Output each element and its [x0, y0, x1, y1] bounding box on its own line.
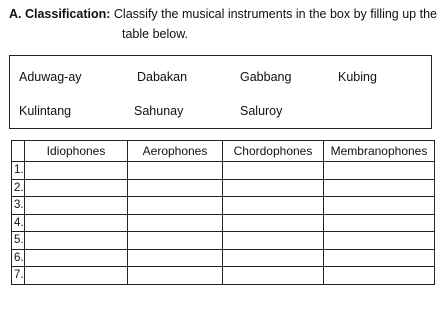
- answer-cell-chordophones[interactable]: [223, 162, 324, 180]
- classification-table: [11, 140, 435, 285]
- word-sahunay: Sahunay: [134, 104, 184, 118]
- header-aerophones: Aerophones: [128, 141, 223, 162]
- answer-cell-aerophones[interactable]: [128, 179, 223, 197]
- answer-cell-chordophones[interactable]: [223, 197, 324, 215]
- table-row: [12, 214, 435, 232]
- table-row: [12, 267, 435, 285]
- row-number: 2.: [12, 179, 25, 197]
- word-saluroy: Saluroy: [240, 104, 283, 118]
- table-row: [12, 197, 435, 215]
- table-row: [12, 179, 435, 197]
- word-gabbang: Gabbang: [240, 70, 292, 84]
- section-heading: A. Classification:: [9, 7, 111, 21]
- answer-cell-idiophones[interactable]: [25, 249, 128, 267]
- answer-cell-membranophones[interactable]: [324, 232, 435, 250]
- answer-cell-idiophones[interactable]: [25, 162, 128, 180]
- answer-cell-chordophones[interactable]: [223, 249, 324, 267]
- answer-cell-idiophones[interactable]: [25, 232, 128, 250]
- header-chordophones: Chordophones: [223, 141, 324, 162]
- word-dabakan: Dabakan: [137, 70, 188, 84]
- header-idiophones: Idiophones: [25, 141, 128, 162]
- answer-cell-aerophones[interactable]: [128, 249, 223, 267]
- answer-cell-chordophones[interactable]: [223, 179, 324, 197]
- answer-cell-membranophones[interactable]: [324, 197, 435, 215]
- answer-cell-aerophones[interactable]: [128, 267, 223, 285]
- answer-cell-membranophones[interactable]: [324, 249, 435, 267]
- row-number: 3.: [12, 197, 25, 215]
- answer-cell-membranophones[interactable]: [324, 162, 435, 180]
- header-number: [12, 141, 25, 162]
- instruction-text: Classify the musical instruments in the box by filling up the: [113, 7, 437, 21]
- row-number: 7.: [12, 267, 25, 285]
- word-kulintang: Kulintang: [19, 104, 72, 118]
- table-row: [12, 162, 435, 180]
- answer-cell-idiophones[interactable]: [25, 197, 128, 215]
- header-membranophones: Membranophones: [324, 141, 435, 162]
- row-number: 5.: [12, 232, 25, 250]
- answer-cell-aerophones[interactable]: [128, 214, 223, 232]
- answer-cell-chordophones[interactable]: [223, 214, 324, 232]
- row-number: 4.: [12, 214, 25, 232]
- answer-cell-membranophones[interactable]: [324, 179, 435, 197]
- word-kubing: Kubing: [338, 70, 377, 84]
- answer-cell-chordophones[interactable]: [223, 267, 324, 285]
- instruction-line-2: table below.: [122, 27, 189, 41]
- answer-cell-aerophones[interactable]: [128, 162, 223, 180]
- answer-cell-membranophones[interactable]: [324, 214, 435, 232]
- instruction-line-1: [9, 6, 437, 22]
- answer-cell-chordophones[interactable]: [223, 232, 324, 250]
- word-aduwag-ay: Aduwag-ay: [19, 70, 82, 84]
- instrument-word-box: [9, 55, 432, 129]
- answer-cell-aerophones[interactable]: [128, 197, 223, 215]
- answer-cell-idiophones[interactable]: [25, 214, 128, 232]
- answer-cell-idiophones[interactable]: [25, 267, 128, 285]
- answer-cell-idiophones[interactable]: [25, 179, 128, 197]
- table-row: [12, 232, 435, 250]
- answer-cell-aerophones[interactable]: [128, 232, 223, 250]
- row-number: 1.: [12, 162, 25, 180]
- table-row: [12, 249, 435, 267]
- row-number: 6.: [12, 249, 25, 267]
- answer-cell-membranophones[interactable]: [324, 267, 435, 285]
- table-header-row: [12, 141, 435, 162]
